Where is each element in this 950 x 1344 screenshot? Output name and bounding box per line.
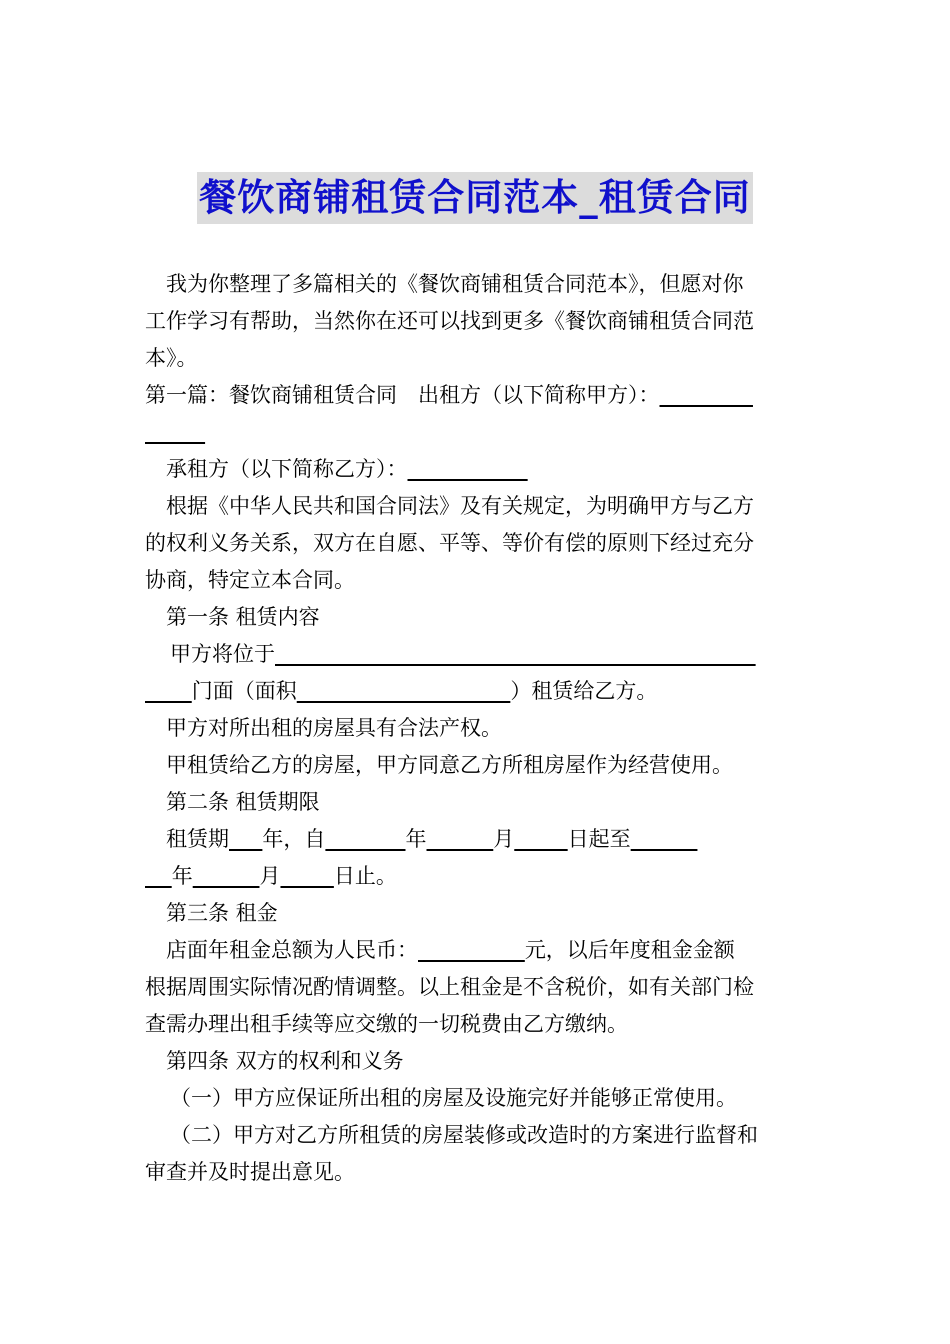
end-year-label: 年 — [171, 864, 193, 888]
end-month-blank — [193, 864, 260, 888]
lessee-blank — [408, 457, 528, 481]
lessor-line — [145, 377, 809, 414]
rent-line-1 — [145, 932, 809, 969]
area-suffix: ）租赁给乙方。 — [510, 679, 658, 703]
lessor-blank-2 — [145, 420, 205, 444]
basis-line-2: 的权利义务关系，双方在自愿、平等、等价有偿的原则下经过充分 — [145, 531, 754, 555]
article-3-heading: 第三条 租金 — [166, 901, 278, 925]
area-blank — [297, 679, 511, 703]
rent-line-2: 根据周围实际情况酌情调整。以上租金是不含税价，如有关部门检 — [145, 975, 754, 999]
lessor-blank — [660, 383, 753, 407]
basis-line-1: 根据《中华人民共和国合同法》及有关规定，为明确甲方与乙方 — [166, 494, 754, 518]
start-day-blank — [514, 827, 567, 851]
lessee-line — [145, 451, 809, 488]
lessor-label: 第一篇：餐饮商铺租赁合同 出租方（以下简称甲方）： — [145, 383, 660, 407]
rent-amount-blank — [418, 938, 525, 962]
ownership-line: 甲方对所出租的房屋具有合法产权。 — [166, 716, 502, 740]
term-label: 租赁期 — [166, 827, 229, 851]
location-blank — [275, 642, 756, 666]
end-year-blank-2 — [145, 864, 172, 888]
term-line-1 — [145, 821, 809, 858]
document-body — [145, 266, 809, 1191]
location-label: 甲方将位于 — [170, 642, 275, 666]
rent-label: 店面年租金总额为人民币： — [166, 938, 418, 962]
right-2-line-1: （二）甲方对乙方所租赁的房屋装修或改造时的方案进行监督和 — [170, 1123, 758, 1147]
intro-line-2: 工作学习有帮助，当然你在还可以找到更多《餐饮商铺租赁合同范 — [145, 309, 754, 333]
rent-suffix: 元，以后年度租金金额 — [524, 938, 735, 962]
start-month-blank — [427, 827, 494, 851]
start-month-label: 月 — [493, 827, 515, 851]
intro-line-1: 我为你整理了多篇相关的《餐饮商铺租赁合同范本》，但愿对你 — [166, 272, 744, 296]
basis-line-3: 协商，特定立本合同。 — [145, 568, 355, 592]
intro-line-3: 本》。 — [145, 346, 198, 370]
article-1-heading: 第一条 租赁内容 — [166, 605, 320, 629]
article-2-heading: 第二条 租赁期限 — [166, 790, 320, 814]
term-line-2 — [145, 858, 809, 895]
start-day-label: 日起至 — [567, 827, 631, 851]
end-month-label: 月 — [259, 864, 281, 888]
right-1-line: （一）甲方应保证所出租的房屋及设施完好并能够正常使用。 — [170, 1086, 737, 1110]
document-title-block — [0, 172, 950, 224]
term-years-blank — [229, 827, 262, 851]
rent-line-3: 查需办理出租手续等应交缴的一切税费由乙方缴纳。 — [145, 1012, 628, 1036]
location-line — [145, 636, 809, 673]
article-4-heading: 第四条 双方的权利和义务 — [166, 1049, 404, 1073]
area-label: 门面（面积 — [191, 679, 297, 703]
start-year-label: 年 — [405, 827, 427, 851]
use-line: 甲租赁给乙方的房屋，甲方同意乙方所租房屋作为经营使用。 — [166, 753, 733, 777]
document-title: 餐饮商铺租赁合同范本_租赁合同 — [197, 172, 753, 224]
end-day-blank — [280, 864, 333, 888]
term-from: 年，自 — [262, 827, 326, 851]
end-day-label: 日止。 — [333, 864, 397, 888]
location-blank-2 — [145, 679, 192, 703]
lessee-label: 承租方（以下简称乙方）： — [166, 457, 408, 481]
start-year-blank — [325, 827, 405, 851]
end-year-blank — [631, 827, 698, 851]
area-line — [145, 673, 809, 710]
lessor-blank-continued — [145, 414, 809, 451]
right-2-line-2: 审查并及时提出意见。 — [145, 1160, 355, 1184]
